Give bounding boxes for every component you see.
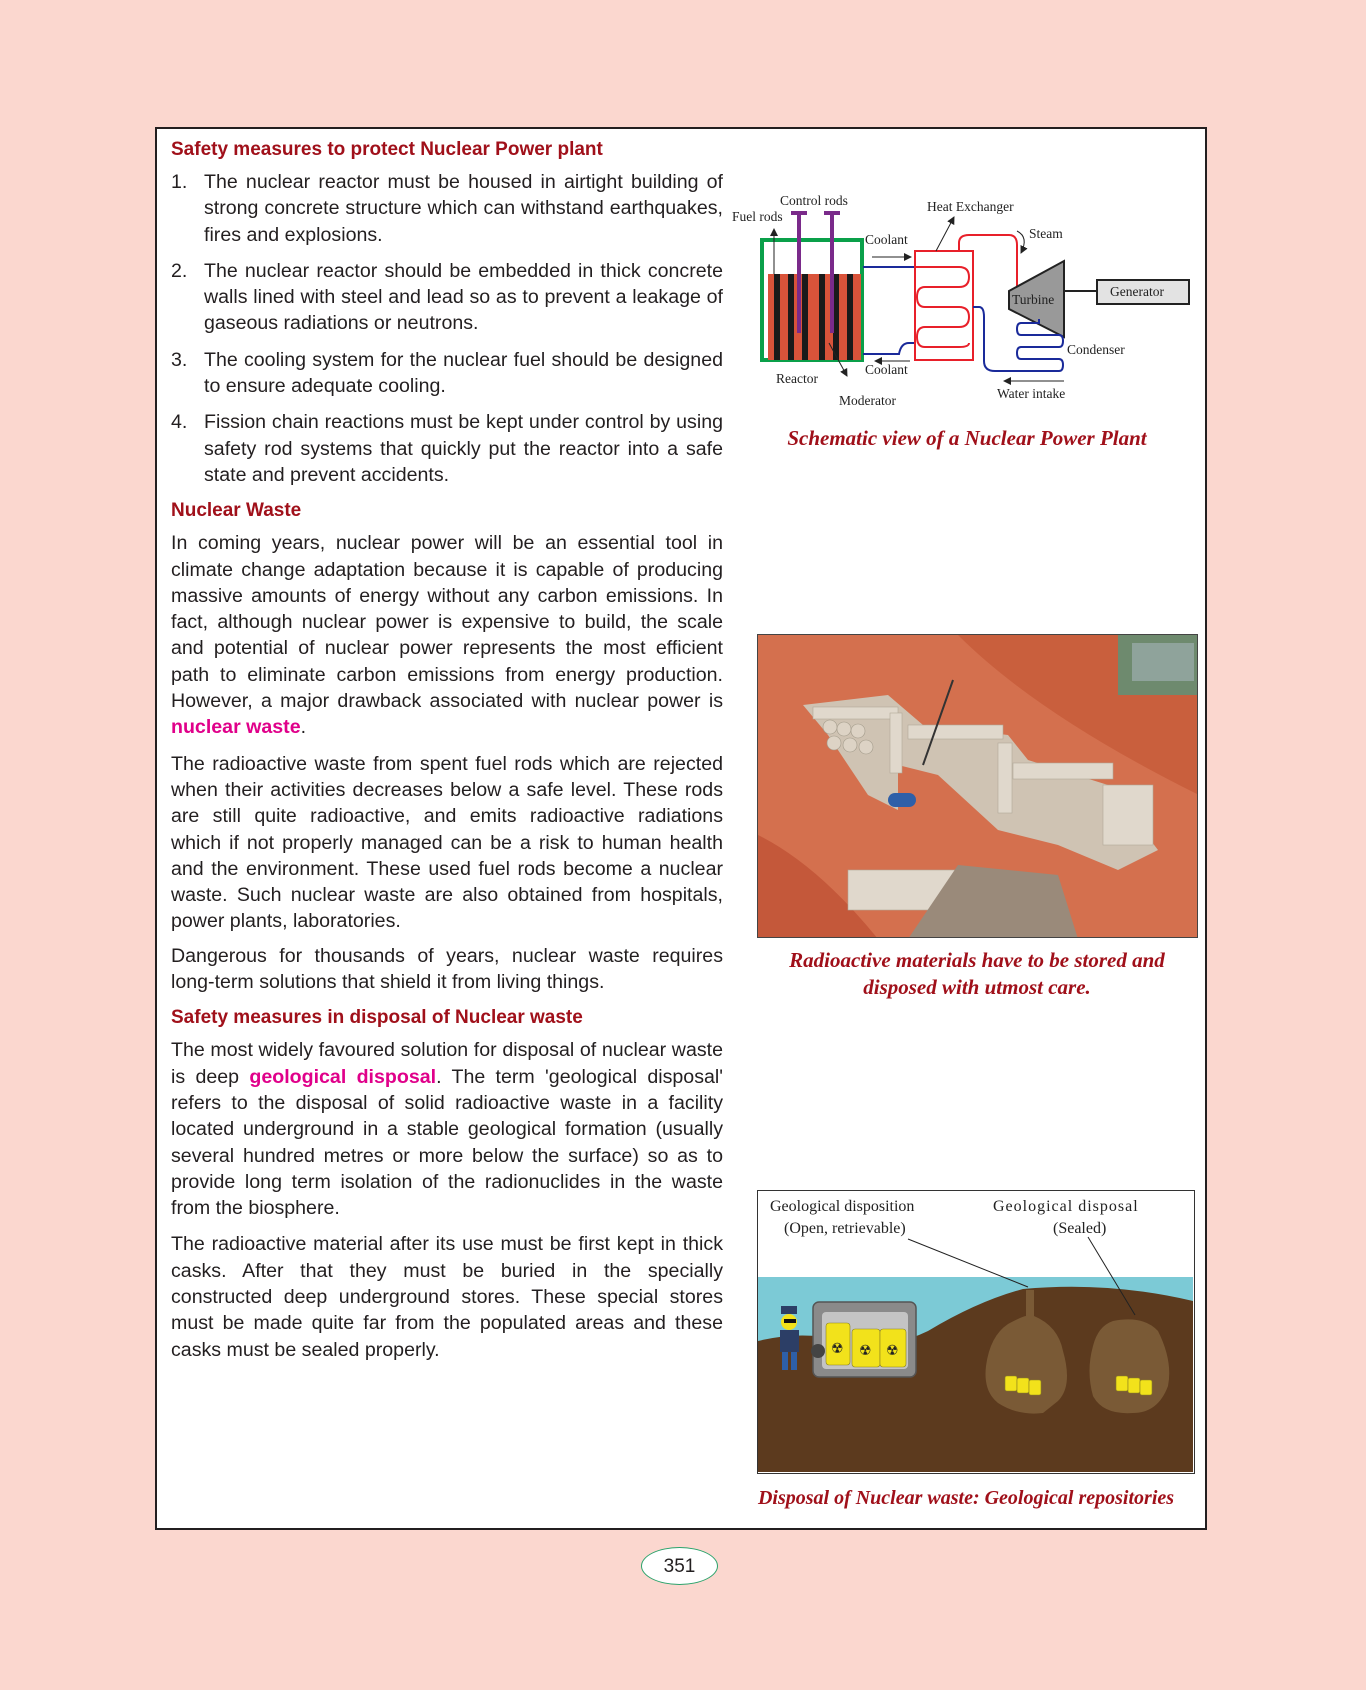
paragraph: In coming years, nuclear power will be an essential tool in climate change adaptation because it is capable of producing massive amounts of energy without any carbon emissions. In fact, although nuclear power is expensive to build, the scale and potential of nuclear power represents the most efficient path to eliminate carbon emissions from energy production. However, a major drawback associated with nuclear power is nuclear waste. [171,532,723,739]
nuclear-plant-schematic [729,191,1207,427]
svg-text:Turbine: Turbine [1012,292,1055,307]
section-heading-disposal-safety: Safety measures in disposal of Nuclear waste [171,1007,583,1029]
section-heading-safety-measures: Safety measures to protect Nuclear Power plant [171,139,603,160]
svg-text:Geological disposition: Geological disposition [770,1198,915,1215]
svg-text:☢: ☢ [859,1344,872,1359]
list-item: 1. The nuclear reactor must be housed in airtight building of strong concrete structure which can withstand earthquakes, fires and explosions. [171,171,723,246]
section-heading-nuclear-waste: Nuclear Waste [171,500,302,522]
schematic-caption: Schematic view of a Nuclear Power Plant [787,426,1147,450]
paragraph: The radioactive material after its use must be first kept in thick casks. After that they must be buried in the specially constructed deep underground stores. These special stores must be made quite far from the populated areas and these casks must be sealed properly. [171,1233,723,1361]
main-text-column [171,137,723,1371]
geological-caption: Disposal of Nuclear waste: Geological repositories [757,1487,1175,1509]
svg-text:☢: ☢ [886,1344,899,1359]
svg-text:Coolant: Coolant [865,362,908,377]
svg-text:Steam: Steam [1029,226,1063,241]
svg-text:Heat Exchanger: Heat Exchanger [927,199,1014,214]
svg-text:Control rods: Control rods [780,193,848,208]
svg-text:Coolant: Coolant [865,232,908,247]
svg-text:Reactor: Reactor [776,371,818,386]
highlight-term: geological disposal [249,1065,437,1088]
svg-text:Geological disposal: Geological disposal [993,1198,1139,1215]
svg-text:Generator: Generator [1110,284,1164,299]
svg-text:Moderator: Moderator [839,393,896,408]
svg-text:Water intake: Water intake [997,386,1066,401]
list-item: 2. The nuclear reactor should be embedded in thick concrete walls lined with steel and lead so as to prevent a leakage of gaseous radiations or neutrons. [171,259,723,335]
paragraph: Dangerous for thousands of years, nuclear waste requires long-term solutions that shield it from living things. [171,944,723,994]
svg-text:(Open, retrievable): (Open, retrievable) [784,1220,906,1237]
svg-text:Condenser: Condenser [1067,342,1125,357]
aerial-photo-illustration [758,635,1198,938]
waste-storage-photo [757,634,1198,938]
geological-repository-diagram [757,1190,1195,1474]
photo-caption: Radioactive materials have to be stored and disposed with utmost care. [789,948,1165,999]
safety-measures-list [171,169,723,488]
svg-text:Fuel rods: Fuel rods [732,209,783,224]
svg-text:(Sealed): (Sealed) [1053,1220,1107,1237]
paragraph: The most widely favoured solution for disposal of nuclear waste is deep geological disposal. The term 'geological disposal' refers to the disposal of solid radioactive waste in a facility located underground in a stable geological formation (usually several hundred metres or more below the surface) so as to provide long term isolation of the radionuclides in the waste from the biosphere. [171,1039,723,1220]
page-number: 351 [641,1547,718,1585]
list-item: 3. The cooling system for the nuclear fuel should be designed to ensure adequate cooling. [171,348,723,398]
geological-illustration [758,1191,1193,1472]
padlock-icon [811,1344,825,1358]
highlight-term: nuclear waste [171,716,301,739]
svg-text:☢: ☢ [831,1342,844,1357]
paragraph: The radioactive waste from spent fuel rods which are rejected when their activities decreases below a safe level. These rods are still quite radioactive, and emits radioactive radiations which if not properly managed can be a risk to human health and the environment. These used fuel rods become a nuclear waste. Such nuclear waste are also obtained from hospitals, power plants, laboratories. [171,752,723,933]
list-item: 4. Fission chain reactions must be kept under control by using safety rod systems that quickly put the reactor into a safe state and prevent accidents. [171,411,723,486]
textbook-page [155,127,1207,1530]
